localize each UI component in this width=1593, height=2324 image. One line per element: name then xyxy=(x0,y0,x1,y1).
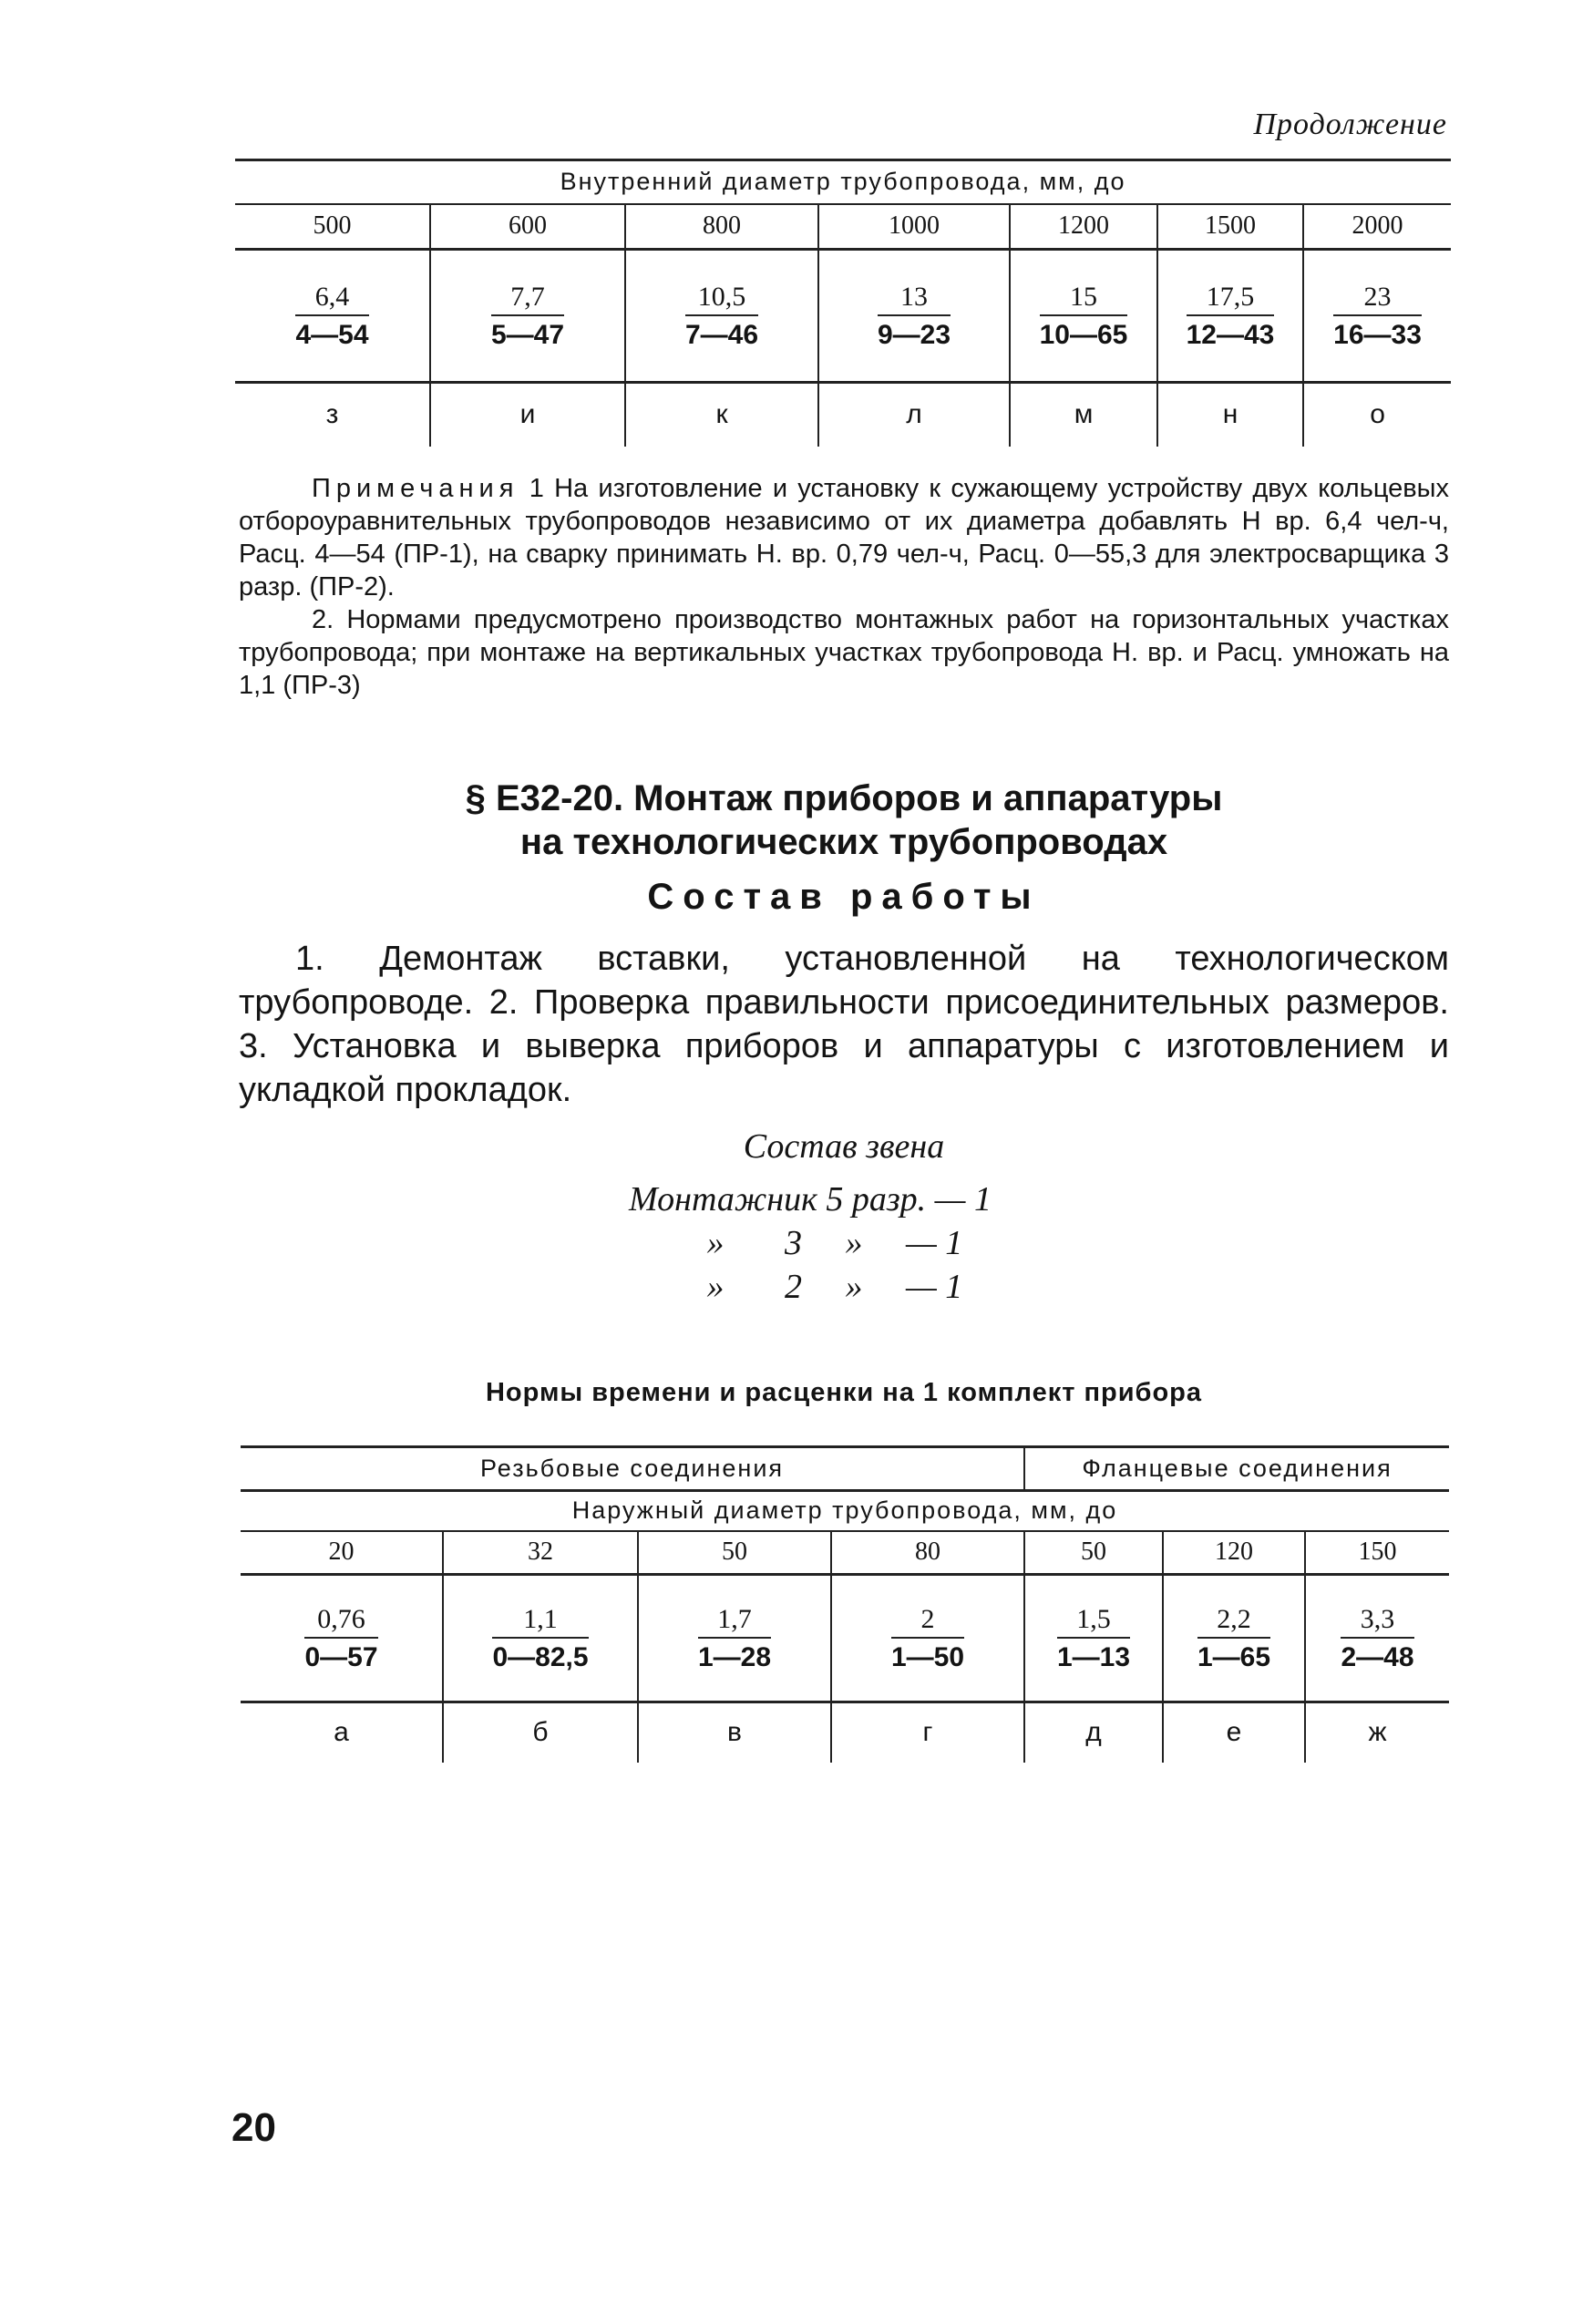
column-header: 2000 xyxy=(1303,204,1451,250)
section-title-line-1: § Е32-20. Монтаж приборов и аппаратуры xyxy=(465,778,1223,818)
column-header: 500 xyxy=(235,204,430,250)
time-norm: 7,7 xyxy=(491,283,564,316)
norm-cell xyxy=(625,250,818,383)
table-span-header: Внутренний диаметр трубопровода, мм, до xyxy=(235,160,1451,204)
row-code: з xyxy=(325,399,339,430)
row-code: в xyxy=(638,1702,831,1763)
column-header: 20 xyxy=(241,1531,443,1575)
table-span-header: Наружный диаметр трубопровода, мм, до xyxy=(241,1491,1449,1531)
group-label: Резьбовые соединения xyxy=(479,1455,785,1482)
rate-value: 2—48 xyxy=(1341,1641,1414,1672)
rate-value: 1—50 xyxy=(890,1641,965,1672)
norm-cell xyxy=(831,1575,1024,1702)
notes-label: Примечания xyxy=(312,474,519,503)
time-norm: 2,2 xyxy=(1197,1606,1270,1639)
rate-value: 4—54 xyxy=(295,319,369,350)
column-header: 1500 xyxy=(1157,204,1303,250)
row-code: о xyxy=(1303,383,1451,447)
continuation-label: Продолжение xyxy=(1253,108,1447,141)
rate-value: 12—43 xyxy=(1186,319,1275,350)
time-norm: 1,5 xyxy=(1057,1606,1130,1639)
time-norm: 1,7 xyxy=(698,1606,771,1639)
crew-row: » 3 » — 1 xyxy=(629,1224,963,1262)
time-norm: 13 xyxy=(878,283,951,316)
instrument-norms-table xyxy=(241,1445,1449,1763)
row-code: г xyxy=(831,1702,1024,1763)
row-code: е xyxy=(1163,1702,1305,1763)
work-composition-text: 1. Демонтаж вставки, установленной на технологическом трубопроводе. 2. Проверка правильности присоединительных размеров. 3. Установка и выверка приборов и аппаратуры с изготовлением и укладкой прокладок. xyxy=(239,940,1449,1109)
norm-cell xyxy=(1024,1575,1163,1702)
time-norm: 23 xyxy=(1333,283,1422,316)
rate-value: 10—65 xyxy=(1039,319,1128,350)
section-title xyxy=(239,776,1449,864)
note-2: 2. Нормами предусмотрено производство монтажных работ на горизонтальных участках трубопровода; при монтаже на вертикальных участках трубопровода Н. вр. и Расц. умножать на 1,1 (ПР-3) xyxy=(239,605,1449,700)
column-header: 1000 xyxy=(818,204,1010,250)
row-code: л xyxy=(818,383,1010,447)
row-code: б xyxy=(443,1702,638,1763)
crew-row: » 2 » — 1 xyxy=(629,1268,963,1306)
note-1-text: 1 На изготовление и установку к сужающему устройству двух кольцевых отбороуравнительных трубопроводов независимо от их диаметра добавлять Н вр. 6,4 чел-ч, Расц. 4—54 (ПР-1), на сварку принимать Н. вр. 0,79 чел-ч, Расц. 0—55,3 для электросварщика 3 разр. (ПР-2). xyxy=(239,474,1449,602)
time-norm: 6,4 xyxy=(295,283,368,316)
rate-value: 1—28 xyxy=(697,1641,772,1672)
column-header: 800 xyxy=(625,204,818,250)
norm-cell xyxy=(1163,1575,1305,1702)
notes-block xyxy=(239,472,1449,702)
rate-value: 16—33 xyxy=(1333,319,1422,350)
rate-value: 5—47 xyxy=(490,319,565,350)
norm-cell xyxy=(430,250,625,383)
table-2-title: Нормы времени и расценки на 1 комплект прибора xyxy=(485,1378,1203,1407)
time-norm: 10,5 xyxy=(685,283,758,316)
norm-cell xyxy=(1157,250,1303,383)
rate-value: 9—23 xyxy=(877,319,951,350)
row-code: и xyxy=(430,383,625,447)
row-code: ж xyxy=(1305,1702,1449,1763)
time-norm: 0,76 xyxy=(304,1606,377,1639)
column-header: 150 xyxy=(1305,1531,1449,1575)
norm-cell xyxy=(235,250,430,383)
row-code: д xyxy=(1024,1702,1163,1763)
time-norm: 17,5 xyxy=(1187,283,1275,316)
pipeline-norms-table xyxy=(235,159,1451,447)
column-header: 120 xyxy=(1163,1531,1305,1575)
column-header: 32 xyxy=(443,1531,638,1575)
column-header: 50 xyxy=(638,1531,831,1575)
norm-cell xyxy=(443,1575,638,1702)
norm-cell xyxy=(1303,250,1451,383)
row-code: к xyxy=(625,383,818,447)
norm-cell xyxy=(638,1575,831,1702)
norm-cell xyxy=(1305,1575,1449,1702)
column-header: 600 xyxy=(430,204,625,250)
time-norm: 1,1 xyxy=(492,1606,588,1639)
section-title-line-2: на технологических трубопроводах xyxy=(519,822,1168,862)
norm-cell xyxy=(241,1575,443,1702)
page-number: 20 xyxy=(231,2105,276,2150)
rate-value: 1—65 xyxy=(1197,1641,1271,1672)
time-norm: 15 xyxy=(1040,283,1128,316)
time-norm: 3,3 xyxy=(1341,1606,1413,1639)
crew-row: Монтажник 5 разр. — 1 xyxy=(629,1180,992,1219)
row-code: а xyxy=(334,1717,349,1748)
rate-value: 0—57 xyxy=(304,1641,378,1672)
rate-value: 0—82,5 xyxy=(492,1641,589,1672)
column-header: 80 xyxy=(831,1531,1024,1575)
norm-cell xyxy=(818,250,1010,383)
work-composition-title: Состав работы xyxy=(647,877,1041,917)
column-header: 50 xyxy=(1024,1531,1163,1575)
row-code: н xyxy=(1157,383,1303,447)
group-header-flanged xyxy=(1024,1447,1449,1491)
column-header: 1200 xyxy=(1010,204,1157,250)
crew-title: Состав звена xyxy=(743,1127,945,1166)
norm-cell xyxy=(1010,250,1157,383)
time-norm: 2 xyxy=(891,1606,964,1639)
group-label: Фланцевые соединения xyxy=(1082,1455,1393,1482)
note-1 xyxy=(239,472,1449,603)
group-header-threaded xyxy=(241,1447,1024,1491)
rate-value: 1—13 xyxy=(1056,1641,1131,1672)
crew-list xyxy=(629,1177,992,1309)
row-code: м xyxy=(1010,383,1157,447)
rate-value: 7—46 xyxy=(684,319,759,350)
